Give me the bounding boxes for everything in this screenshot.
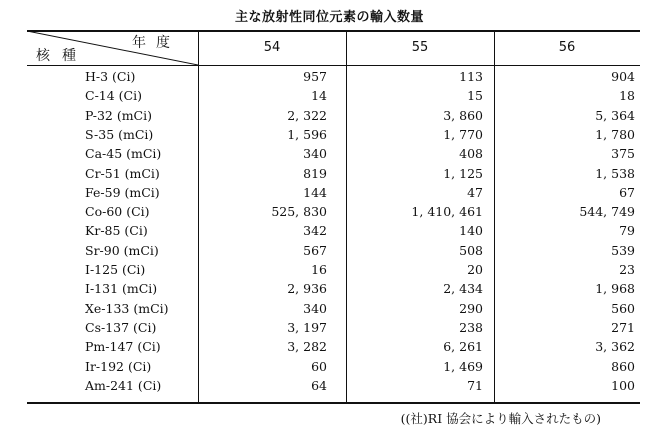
nuclide-cell: Pm-147 (Ci) xyxy=(85,339,161,355)
value-cell: 6, 261 xyxy=(443,339,483,355)
nuclide-cell: Cs-137 (Ci) xyxy=(85,319,157,335)
value-cell: 539 xyxy=(611,242,635,258)
value-cell: 290 xyxy=(459,300,483,316)
table-row xyxy=(27,320,640,339)
nuclide-cell: Cr-51 (mCi) xyxy=(85,165,160,181)
table-row xyxy=(27,223,640,242)
table-row xyxy=(27,88,640,107)
value-cell: 238 xyxy=(459,319,483,335)
column-header-56: 56 xyxy=(558,40,576,55)
header-year-label: 年度 xyxy=(132,35,180,51)
nuclide-cell: Sr-90 (mCi) xyxy=(85,242,159,258)
value-cell: 904 xyxy=(611,69,635,84)
table-row xyxy=(27,166,640,185)
nuclide-cell: Xe-133 (mCi) xyxy=(85,300,169,316)
value-cell: 67 xyxy=(619,184,635,200)
value-cell: 144 xyxy=(303,184,327,200)
nuclide-cell: P-32 (mCi) xyxy=(85,107,152,123)
header-nuclide-label: 核種 xyxy=(36,48,88,64)
value-cell: 1, 780 xyxy=(595,126,635,142)
nuclide-cell: Co-60 (Ci) xyxy=(85,204,150,220)
value-cell: 20 xyxy=(467,262,483,277)
value-cell: 1, 538 xyxy=(595,165,635,181)
nuclide-cell: S-35 (mCi) xyxy=(85,126,154,142)
value-cell: 271 xyxy=(611,319,635,335)
table-row xyxy=(27,281,640,300)
nuclide-cell: C-14 (Ci) xyxy=(85,88,142,104)
value-cell: 340 xyxy=(303,146,327,162)
value-cell: 2, 936 xyxy=(287,281,327,297)
value-cell: 47 xyxy=(467,184,483,200)
table-footnote: ((社)RI 協会により輸入されたもの) xyxy=(400,411,601,426)
value-cell: 544, 749 xyxy=(579,204,635,220)
value-cell: 342 xyxy=(303,223,327,239)
nuclide-cell: Fe-59 (mCi) xyxy=(85,184,160,200)
nuclide-cell: Kr-85 (Ci) xyxy=(85,223,148,239)
value-cell: 23 xyxy=(619,262,635,277)
value-cell: 14 xyxy=(311,88,327,104)
nuclide-cell: Am-241 (Ci) xyxy=(85,377,162,393)
value-cell: 71 xyxy=(467,377,483,393)
value-cell: 1, 596 xyxy=(287,126,327,142)
value-cell: 375 xyxy=(611,146,635,162)
value-cell: 567 xyxy=(303,242,327,258)
table-row xyxy=(27,204,640,223)
table-row xyxy=(27,378,640,397)
table-row xyxy=(27,339,640,358)
table-row xyxy=(27,262,640,281)
header-bottom-rule xyxy=(27,65,640,66)
value-cell: 340 xyxy=(303,300,327,316)
nuclide-cell: H-3 (Ci) xyxy=(85,69,136,84)
value-cell: 1, 125 xyxy=(443,165,483,181)
value-cell: 408 xyxy=(459,146,483,162)
table-row xyxy=(27,185,640,204)
value-cell: 3, 282 xyxy=(287,339,327,355)
value-cell: 1, 968 xyxy=(595,281,635,297)
value-cell: 525, 830 xyxy=(271,204,327,220)
column-header-54: 54 xyxy=(263,40,281,55)
value-cell: 100 xyxy=(611,377,635,393)
value-cell: 3, 362 xyxy=(595,339,635,355)
table-row xyxy=(27,359,640,378)
nuclide-cell: Ir-192 (Ci) xyxy=(85,358,152,374)
table-title: 主な放射性同位元素の輸入数量 xyxy=(234,10,424,25)
value-cell: 3, 197 xyxy=(287,319,327,335)
value-cell: 3, 860 xyxy=(443,107,483,123)
value-cell: 1, 770 xyxy=(443,126,483,142)
value-cell: 60 xyxy=(311,358,327,374)
value-cell: 140 xyxy=(459,223,483,239)
nuclide-cell: Ca-45 (mCi) xyxy=(85,146,162,162)
value-cell: 64 xyxy=(311,377,327,393)
table-row xyxy=(27,108,640,127)
value-cell: 560 xyxy=(611,300,635,316)
value-cell: 2, 434 xyxy=(443,281,483,297)
column-header-55: 55 xyxy=(411,40,429,55)
value-cell: 16 xyxy=(311,262,327,277)
value-cell: 15 xyxy=(467,88,483,104)
value-cell: 957 xyxy=(303,69,327,84)
value-cell: 18 xyxy=(619,88,635,104)
value-cell: 5, 364 xyxy=(595,107,635,123)
table-bottom-rule xyxy=(27,402,640,404)
nuclide-cell: I-125 (Ci) xyxy=(85,262,146,277)
value-cell: 860 xyxy=(611,358,635,374)
table-row xyxy=(27,69,640,88)
value-cell: 508 xyxy=(459,242,483,258)
table-row xyxy=(27,146,640,165)
value-cell: 819 xyxy=(303,165,327,181)
table-row xyxy=(27,301,640,320)
value-cell: 2, 322 xyxy=(287,107,327,123)
table-row xyxy=(27,243,640,262)
value-cell: 1, 410, 461 xyxy=(411,204,483,220)
table-row xyxy=(27,127,640,146)
value-cell: 79 xyxy=(619,223,635,239)
nuclide-cell: I-131 (mCi) xyxy=(85,281,158,297)
value-cell: 1, 469 xyxy=(443,358,483,374)
value-cell: 113 xyxy=(459,69,483,84)
